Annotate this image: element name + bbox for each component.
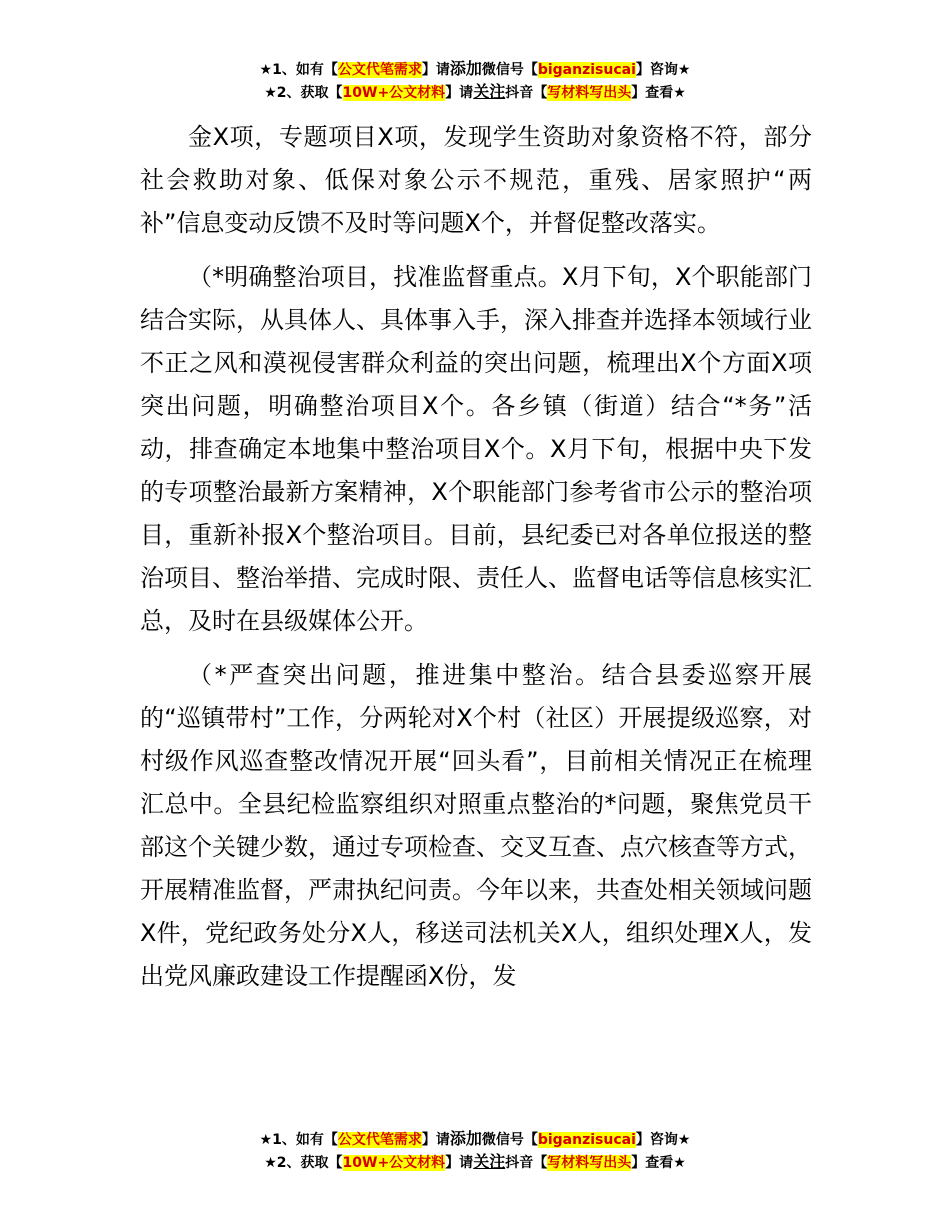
banner-text: 】查看★ (631, 85, 686, 101)
banner-emphasis: 添加 (449, 59, 482, 78)
footer-banner (0, 1128, 950, 1174)
banner-text: 微信号【 (481, 62, 538, 78)
banner-text: 】咨询★ (635, 1132, 691, 1148)
header-banner (0, 58, 950, 104)
banner-text: 】请 (445, 85, 474, 101)
banner-highlight: biganzisucai (537, 62, 636, 78)
banner-text: ★2、获取【 (264, 85, 343, 101)
banner-text: 】咨询★ (635, 62, 691, 78)
banner-text: 微信号【 (481, 1132, 538, 1148)
banner-highlight: 公文代笔需求 (337, 1132, 422, 1148)
banner-emphasis: 关注 (473, 1152, 506, 1171)
banner-text: 】请 (445, 1155, 474, 1171)
banner-text: 】请 (421, 62, 450, 78)
paragraph-2: （*明确整治项目，找准监督重点。X月下旬，X个职能部门结合实际，从具体人、具体事入手，深入排查并选择本领域行业不正之风和漠视侵害群众利益的突出问题，梳理出X个方面X项突出问题，明确整治项目X个。各乡镇（街道）结合“*务”活动，排查确定本地集中整治项目X个。X月下旬，根据中央下发的专项整治最新方案精神，X个职能部门参考省市公示的整治项目，重新补报X个整治项目。目前，县纪委已对各单位报送的整治项目、整治举措、完成时限、责任人、监督电话等信息核实汇总，及时在县级媒体公开。 (140, 263, 812, 635)
banner-line-1 (0, 1128, 950, 1151)
banner-text: ★1、如有【 (259, 62, 338, 78)
banner-emphasis: 关注 (473, 82, 506, 101)
banner-line-2 (0, 81, 950, 104)
banner-highlight: 写材料写出头 (547, 1155, 632, 1171)
banner-highlight: 10W+公文材料 (342, 85, 446, 101)
banner-emphasis: 添加 (449, 1129, 482, 1148)
banner-text: 抖音【 (505, 85, 548, 101)
document-body (140, 116, 812, 998)
banner-text: ★1、如有【 (259, 1132, 338, 1148)
banner-line-2 (0, 1151, 950, 1174)
banner-highlight: 10W+公文材料 (342, 1155, 446, 1171)
banner-text: 抖音【 (505, 1155, 548, 1171)
banner-highlight: biganzisucai (537, 1132, 636, 1148)
banner-highlight: 公文代笔需求 (337, 62, 422, 78)
banner-line-1 (0, 58, 950, 81)
paragraph-3: （*严查突出问题，推进集中整治。结合县委巡察开展的“巡镇带村”工作，分两轮对X个村（社区）开展提级巡察，对村级作风巡查整改情况开展“回头看”，目前相关情况正在梳理汇总中。全县纪检监察组织对照重点整治的*问题，聚焦党员干部这个关键少数，通过专项检查、交叉互查、点穴核查等方式，开展精准监督，严肃执纪问责。今年以来，共查处相关领域问题X件，党纪政务处分X人，移送司法机关X人，组织处理X人，发出党风廉政建设工作提醒函X份，发 (140, 661, 812, 990)
banner-text: 】请 (421, 1132, 450, 1148)
banner-text: 】查看★ (631, 1155, 686, 1171)
banner-text: ★2、获取【 (264, 1155, 343, 1171)
banner-highlight: 写材料写出头 (547, 85, 632, 101)
paragraph-1: 金X项，专题项目X项，发现学生资助对象资格不符，部分社会救助对象、低保对象公示不规范，重残、居家照护“两补”信息变动反馈不及时等问题X个，并督促整改落实。 (140, 123, 812, 237)
